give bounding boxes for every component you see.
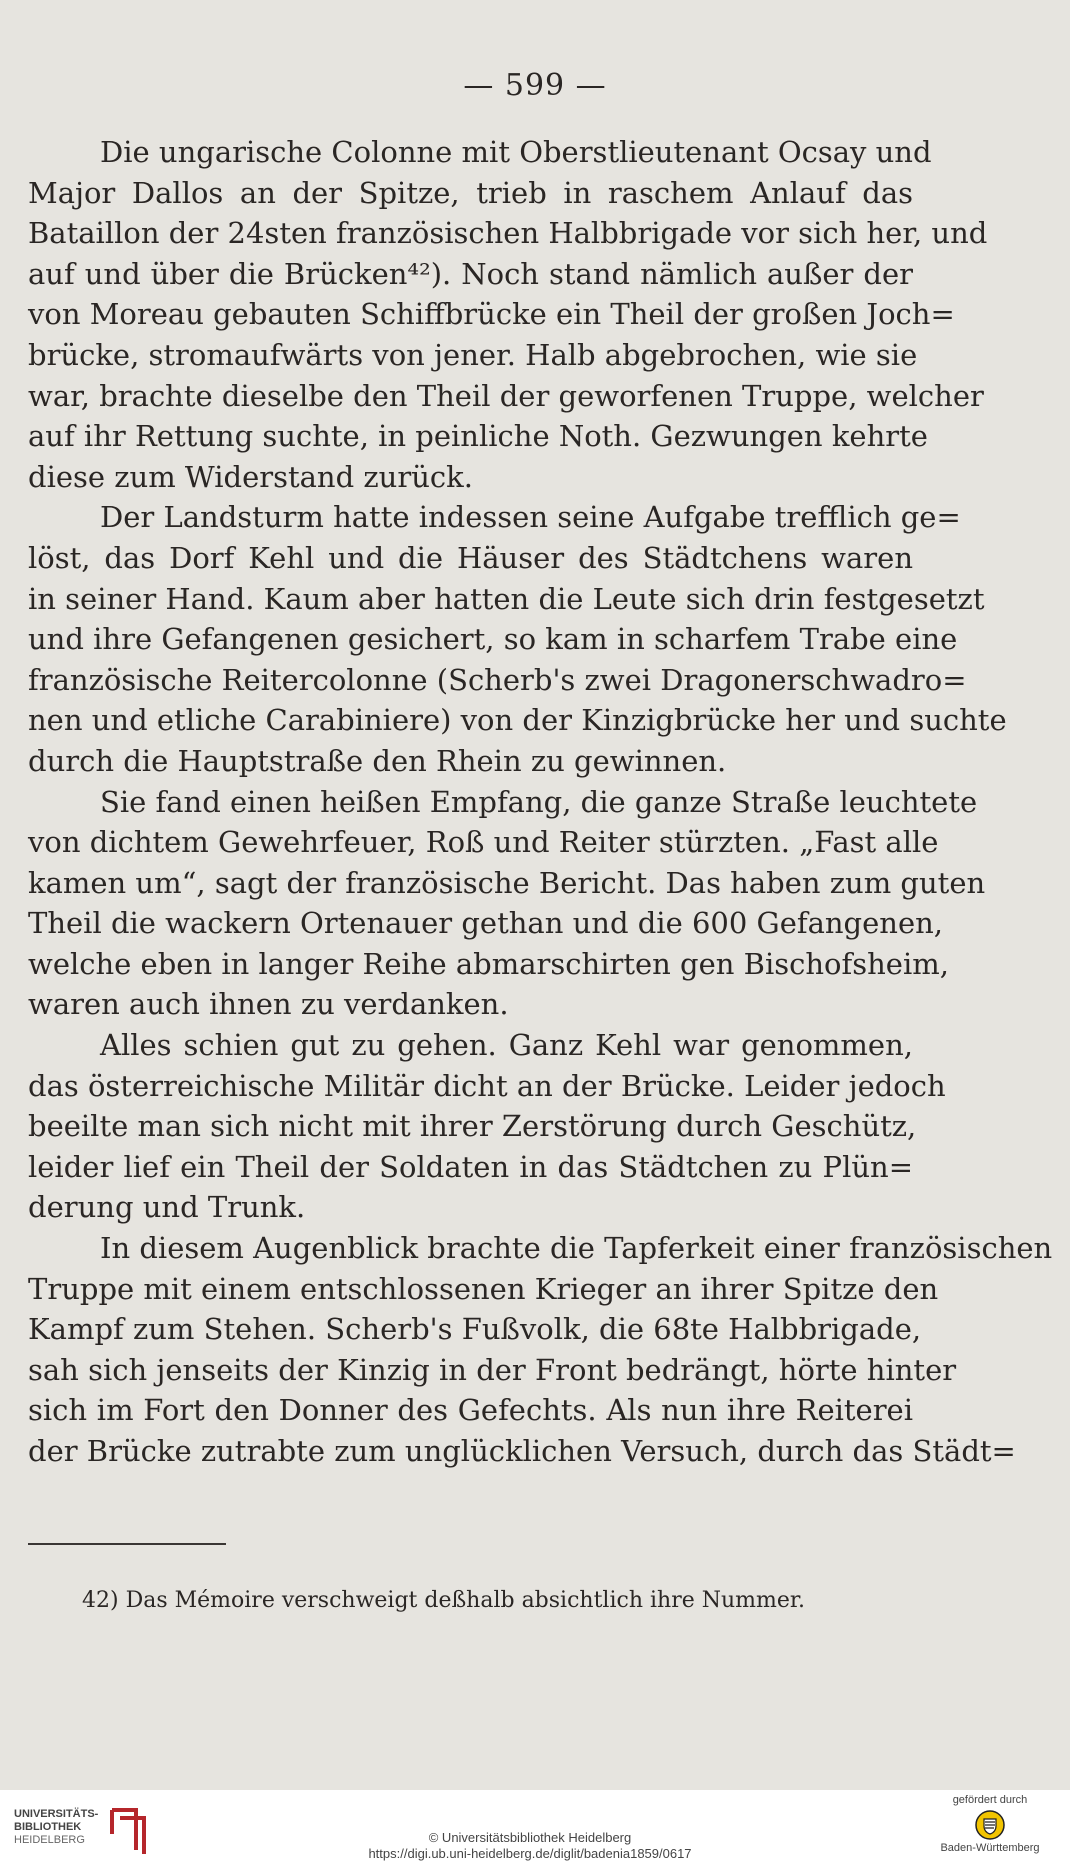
copyright-block xyxy=(300,1830,760,1862)
text-line: Truppe mit einem entschlossenen Krieger an ihrer Spitze den xyxy=(28,1271,939,1306)
text-line: In diesem Augenblick brachte die Tapferkeit einer französischen xyxy=(100,1231,1053,1266)
text-line: derung und Trunk. xyxy=(28,1190,306,1225)
baden-wuerttemberg-seal-icon xyxy=(975,1810,1005,1840)
text-line: auf ihr Rettung suchte, in peinliche Noth. Gezwungen kehrte xyxy=(28,419,928,454)
footer xyxy=(0,1790,1070,1867)
text-line: kamen um“, sagt der französische Bericht. Das haben zum guten xyxy=(28,865,986,900)
text-line: brücke, stromaufwärts von jener. Halb abgebrochen, wie sie xyxy=(28,337,918,372)
library-logo-icon xyxy=(108,1804,150,1856)
text-line: beeilte man sich nicht mit ihrer Zerstörung durch Geschütz, xyxy=(28,1109,917,1144)
text-line: in seiner Hand. Kaum aber hatten die Leute sich drin festgesetzt xyxy=(28,581,985,616)
text-line: Der Landsturm hatte indessen seine Aufgabe trefflich ge= xyxy=(100,500,961,535)
funder-block[interactable] xyxy=(930,1794,1050,1854)
text-line: Die ungarische Colonne mit Oberstlieutenant Ocsay und xyxy=(100,135,932,169)
text-line: diese zum Widerstand zurück. xyxy=(28,459,473,494)
text-line: sah sich jenseits der Kinzig in der Front bedrängt, hörte hinter xyxy=(28,1352,957,1387)
text-line: Major Dallos an der Spitze, trieb in raschem Anlauf das xyxy=(28,175,913,210)
funder-name: Baden-Württemberg xyxy=(940,1842,1040,1854)
text-line: französische Reitercolonne (Scherb's zwei Dragonerschwadro= xyxy=(28,662,967,697)
permalink-url[interactable]: https://digi.ub.uni-heidelberg.de/diglit/badenia1859/0617 xyxy=(368,1846,692,1861)
footnote-rule xyxy=(28,1543,226,1545)
text-line: und ihre Gefangenen gesichert, so kam in scharfem Trabe eine xyxy=(28,622,958,657)
text-line: das österreichische Militär dicht an der Brücke. Leider jedoch xyxy=(28,1068,946,1103)
text-line: von Moreau gebauten Schiffbrücke ein Theil der großen Joch= xyxy=(28,297,955,332)
text-line: nen und etliche Carabiniere) von der Kinzigbrücke her und suchte xyxy=(28,703,1007,738)
text-line: leider lief ein Theil der Soldaten in das Städtchen zu Plün= xyxy=(28,1149,913,1184)
text-line: Sie fand einen heißen Empfang, die ganze Straße leuchtete xyxy=(100,784,978,819)
library-name-line-2: BIBLIOTHEK xyxy=(14,1821,82,1833)
footnote: 42) Das Mémoire verschweigt deßhalb absichtlich ihre Nummer. xyxy=(82,1588,805,1613)
text-line: Theil die wackern Ortenauer gethan und die 600 Gefangenen, xyxy=(28,906,944,941)
text-line: war, brachte dieselbe den Theil der geworfenen Truppe, welcher xyxy=(28,378,984,413)
text-line: durch die Hauptstraße den Rhein zu gewinnen. xyxy=(28,743,727,778)
text-line: welche eben in langer Reihe abmarschirten gen Bischofsheim, xyxy=(28,946,949,981)
text-line: Bataillon der 24sten französischen Halbbrigade vor sich her, und xyxy=(28,216,988,251)
text-line: der Brücke zutrabte zum unglücklichen Versuch, durch das Städt= xyxy=(28,1434,1016,1468)
text-line: auf und über die Brücken⁴²). Noch stand nämlich außer der xyxy=(28,256,913,291)
text-line: löst, das Dorf Kehl und die Häuser des Städtchens waren xyxy=(28,540,913,575)
library-name-line-1: UNIVERSITÄTS- xyxy=(14,1808,99,1820)
copyright-text: © Universitätsbibliothek Heidelberg xyxy=(428,1830,632,1845)
funded-by-label: gefördert durch xyxy=(952,1794,1028,1806)
library-name-line-3: HEIDELBERG xyxy=(14,1834,85,1846)
body-text xyxy=(28,132,1053,1472)
text-line: waren auch ihnen zu verdanken. xyxy=(28,987,509,1022)
text-line: von dichtem Gewehrfeuer, Roß und Reiter stürzten. „Fast alle xyxy=(28,825,939,860)
library-logo-text[interactable] xyxy=(14,1808,98,1847)
text-line: Alles schien gut zu gehen. Ganz Kehl war genommen, xyxy=(100,1028,913,1063)
text-line: Kampf zum Stehen. Scherb's Fußvolk, die 68te Halbbrigade, xyxy=(28,1312,922,1347)
page-number: — 599 — xyxy=(463,68,607,103)
text-line: sich im Fort den Donner des Gefechts. Als nun ihre Reiterei xyxy=(28,1393,913,1428)
